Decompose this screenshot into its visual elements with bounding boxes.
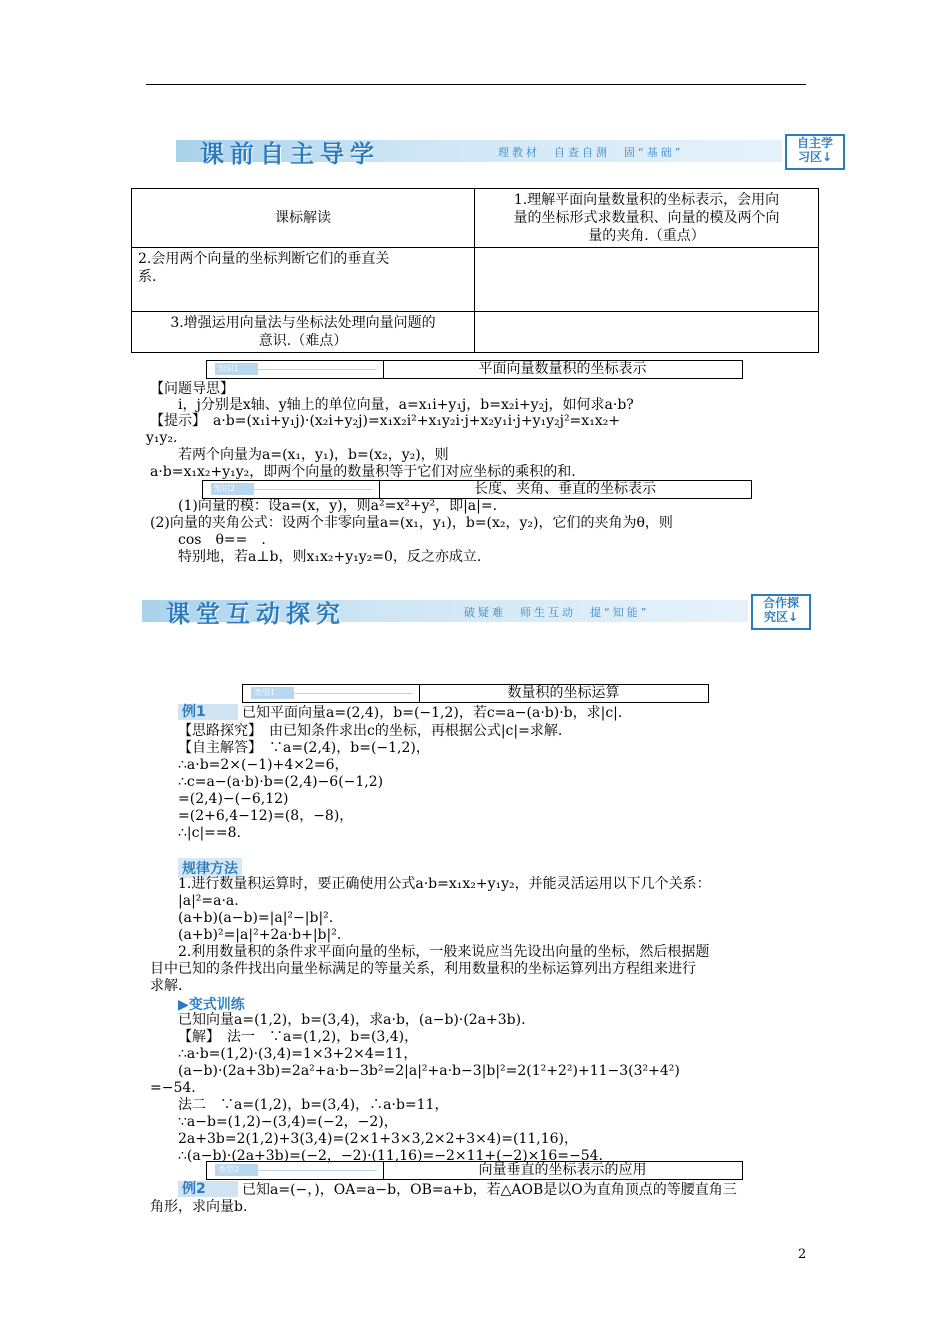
text-line: a·b=x₁x₂+y₁y₂，即两个向量的数量积等于它们对应坐标的乘积的和. [150,464,576,480]
rule-method-label: 规律方法 [178,858,242,878]
knowledge-tag [203,481,380,498]
banner-title: 课前自主导学 [200,140,380,168]
text-line: ∴a·b=2×(−1)+4×2=6， [178,757,349,773]
header-rule [146,84,806,85]
table-cell-empty [475,248,819,312]
table-cell-goal-1 [475,189,819,248]
text-line: |a|²=a·a. [178,893,239,909]
page-number: 2 [798,1247,807,1262]
table-cell-goal-3 [132,312,475,353]
knowledge-tag-label: 知识1 [215,363,258,375]
text-line: 2a+3b=2(1,2)+3(3,4)=(2×1+3×3,2×2+3×4)=(11,16)， [178,1131,578,1147]
curriculum-table [131,188,819,353]
table-cell-goal-2 [132,248,475,312]
text-line: 【解】 法一 ∵a=(1,2)，b=(3,4)， [178,1029,419,1045]
text-line: 已知向量a=(1,2)，b=(3,4)，求a·b，(a−b)·(2a+3b). [178,1012,526,1028]
text-line: 1.进行数量积运算时，要正确使用公式a·b=x₁x₂+y₁y₂，并能灵活运用以下几个关系： [178,876,711,892]
banner-zone-box [785,134,845,170]
text-line: i，j分别是x轴、y轴上的单位向量，a=x₁i+y₁j，b=x₂i+y₂j，如何求a·b? [178,397,634,413]
type-1-header [242,684,709,703]
zone-line-2: 究区↓ [763,610,799,624]
goal-1-line: 量的夹角.（重点） [588,228,705,244]
text-line: 【自主解答】 ∵a=(2,4)，b=(−1,2)， [178,740,430,756]
text-line: 若两个向量为a=(x₁，y₁)，b=(x₂，y₂)，则 [178,447,449,463]
text-line: 【问题导思】 [150,381,234,397]
text-line: 目中已知的条件找出向量坐标满足的等量关系，利用数量积的坐标运算列出方程组来进行 [150,961,696,977]
text-line: (1)向量的模：设a=(x，y)，则a²=x²+y²，即|a|=. [178,498,498,514]
banner-zone-box [751,594,811,630]
type-tag-label: 类型2 [215,1164,258,1176]
banner-subtitle: 理教材 自查自测 固“基础” [498,146,684,159]
text-line: (a+b)²=|a|²+2a·b+|b|². [178,927,342,943]
variant-training-label: ▶变式训练 [178,997,245,1013]
section-banner-inclass [142,594,812,628]
text-line: 2.利用数量积的条件求平面向量的坐标，一般来说应当先设出向量的坐标，然后根据题 [178,944,710,960]
text-line: (a−b)·(2a+3b)=2a²+a·b−3b²=2|a|²+a·b−3|b|²=2(1²+2²)+11−3(3²+4²) [178,1063,680,1079]
zone-line-1: 自主学 [796,136,833,150]
text-line: 求解. [150,978,183,994]
goal-1-line: 量的坐标形式求数量积、向量的模及两个向 [513,210,780,226]
knowledge-caption: 长度、夹角、垂直的坐标表示 [474,481,656,497]
text-line: ∵a−b=(1,2)−(3,4)=(−2，−2)， [178,1114,398,1130]
text-line: ∴c=a−(a·b)·b=(2,4)−6(−1,2) [178,774,384,790]
zone-line-1: 合作探 [762,596,799,610]
text-line: 特别地，若a⊥b，则x₁x₂+y₁y₂=0，反之亦成立. [178,549,482,565]
text-line: 已知平面向量a=(2,4)，b=(−1,2)，若c=a−(a·b)·b，求|c|. [242,705,623,721]
text-line: 已知a=(−，)，OA=a−b，OB=a+b，若△AOB是以O为直角顶点的等腰直角三 [242,1182,737,1198]
text-line: =(2+6,4−12)=(8，−8)， [178,808,354,824]
banner-subtitle: 破疑难 师生互动 提“知能” [464,606,650,619]
text-line: cos θ== . [178,532,266,548]
section-banner-preclass [176,134,846,168]
knowledge-tag [207,361,384,378]
example-2-label: 例2 [178,1181,238,1197]
text-line: =(2,4)−(−6,12) [178,791,289,807]
zone-line-2: 习区↓ [797,150,833,164]
type-tag [207,1162,384,1179]
goal-3-line: 意识.（难点） [258,333,348,349]
text-line: 角形，求向量b. [150,1199,248,1215]
goal-2-line: 系. [138,269,157,285]
text-line: y₁y₂. [146,430,178,446]
goal-1-line: 1.理解平面向量数量积的坐标表示，会用向 [513,192,780,208]
type-tag-label: 类型1 [251,687,294,699]
text-line: ∴(a−b)·(2a+3b)=(−2，−2)·(11,16)=−2×11+(−2)×16=−54. [178,1148,603,1164]
knowledge-1-header [206,360,743,379]
type-caption: 向量垂直的坐标表示的应用 [478,1162,647,1178]
text-line: 【提示】 a·b=(x₁i+y₁j)·(x₂i+y₂j)=x₁x₂i²+x₁y₂i·j+x₂y₁i·j+y₁y₂j²=x₁x₂+ [150,413,621,429]
text-line: 法二 ∵a=(1,2)，b=(3,4)，∴a·b=11， [178,1097,449,1113]
goal-3-line: 3.增强运用向量法与坐标法处理向量问题的 [170,315,436,331]
table-cell-empty [475,312,819,353]
text-line: (2)向量的夹角公式：设两个非零向量a=(x₁，y₁)，b=(x₂，y₂)，它们的夹角为θ，则 [150,515,673,531]
knowledge-tag-label: 知识2 [211,483,254,495]
text-line: (a+b)(a−b)=|a|²−|b|². [178,910,334,926]
type-2-header [206,1161,743,1180]
banner-title: 课堂互动探究 [166,600,346,628]
example-1-label: 例1 [178,704,238,720]
table-cell-heading: 课标解读 [132,189,475,248]
text-line: ∴a·b=(1,2)·(3,4)=1×3+2×4=11， [178,1046,418,1062]
goal-2-line: 2.会用两个向量的坐标判断它们的垂直关 [138,251,390,267]
text-line: 【思路探究】 由已知条件求出c的坐标，再根据公式|c|=求解. [178,723,563,739]
knowledge-caption: 平面向量数量积的坐标表示 [478,361,647,377]
type-tag [243,685,420,702]
text-line: ∴|c|==8. [178,825,241,841]
text-line: =−54. [150,1080,196,1096]
type-caption: 数量积的坐标运算 [507,685,620,701]
